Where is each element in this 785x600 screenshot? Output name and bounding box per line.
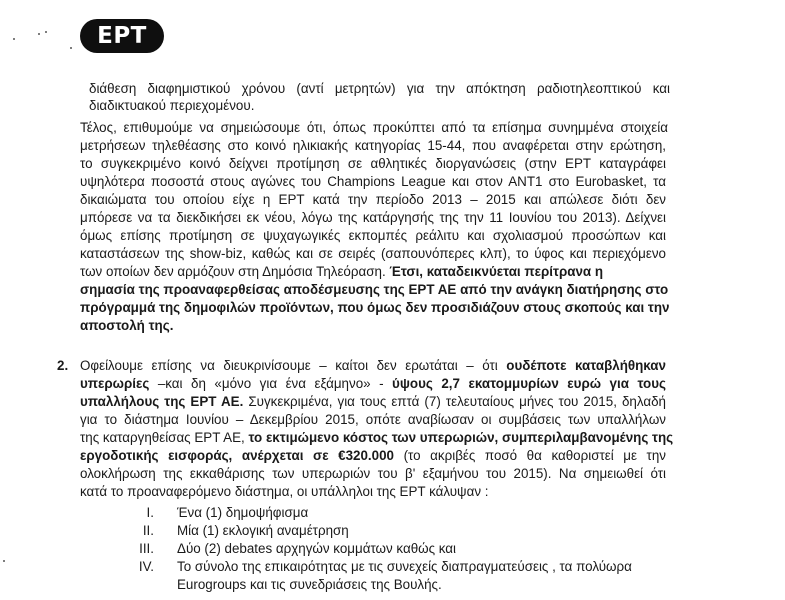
text-bold: υπερωρίες (80, 376, 150, 391)
text-line (80, 429, 674, 446)
list-item-continuation: Eurogroups και τις συνεδριάσεις της Βουλής. (177, 577, 442, 592)
logo-text: ΕΡΤ (97, 23, 147, 49)
list-marker: IV. (138, 559, 154, 574)
section-number: 2. (57, 358, 69, 373)
text-bold: το εκτιμώμενο κόστος των υπερωριών, συμπεριλαμβανομένης της (248, 430, 674, 445)
text-bold: ουδέποτε καταβλήθηκαν (506, 358, 666, 373)
list-item-text: Ένα (1) δημοψήφισμα (177, 505, 309, 520)
text-normal: Οφείλουμε επίσης να διευκρινίσουμε – καίτοι δεν ερωτάται – ότι (80, 358, 507, 373)
text-line: το συγκεκριμένο κοινό δείχνει προτίμηση σε αθλητικές διοργανώσεις (στην ΕΡΤ καταγράφει (80, 156, 666, 171)
text-line: υψηλότερα ποσοστά στους αγώνες του Champions League και στον ΑΝΤ1 στο Eurobasket, τα (80, 174, 666, 189)
text-bold: ύψους 2,7 εκατομμυρίων ευρώ για τους (392, 376, 666, 391)
text-line-bold: σημασία της προαναφερθείσας αποδέσμευσης της ΕΡΤ ΑΕ από την ανάγκη διατήρησης στο (80, 282, 669, 297)
text-line: δικαιώματα του οποίου είχε η ΕΡΤ κατά την περίοδο 2013 – 2015 και απώλεσε διότι δεν (80, 192, 666, 207)
text-bold: υπαλλήλους της ΕΡΤ ΑΕ. (80, 394, 244, 409)
text-normal: –και δη «μόνο για ένα εξάμηνο» - (149, 376, 393, 391)
text-line (80, 357, 666, 374)
text-line: ολοκλήρωση της εκκαθάρισης των υπερωριών του β' εξαμήνου του 2015). Να σημειωθεί ότι (80, 466, 666, 481)
text-line: διαδικτυακού περιεχομένου. (89, 98, 255, 113)
text-line-bold: πρόγραμμά της δημοφιλών προϊόντων, που όμως δεν προσιδιάζουν στους σκοπούς και την (80, 300, 670, 315)
text-line (80, 375, 666, 392)
text-bold: εργοδοτικής εισφοράς, ανέρχεται σε €320.000 (80, 448, 394, 463)
text-normal: (το ακριβές ποσό θα καθοριστεί με την (394, 448, 666, 463)
text-line (80, 447, 666, 464)
text-line (80, 393, 666, 410)
text-line: καταστάσεων της show-biz, καθώς και σε σειρές (σαπουνόπερες κλπ), το ύφος και περιεχόμενο (80, 246, 666, 261)
text-normal: της καταργηθείσας ΕΡΤ ΑΕ, (80, 430, 249, 445)
list-marker: III. (139, 541, 154, 556)
text-line (80, 263, 603, 280)
list-item-text: Δύο (2) debates αρχηγών κομμάτων καθώς και (177, 541, 457, 556)
text-line: διάθεση διαφημιστικού χρόνου (αντί μετρητών) για την απόκτηση ραδιοτηλεοπτικού και (89, 81, 670, 96)
list-item-text: Μία (1) εκλογική αναμέτρηση (177, 523, 349, 538)
list-marker: I. (146, 505, 154, 520)
list-item-text: Το σύνολο της επικαιρότητας με τις συνεχείς διαπραγματεύσεις , τα πολύωρα (177, 559, 632, 574)
text-line-bold: αποστολή της. (80, 318, 174, 333)
text-line: μετρήσεων τηλεθέασης στο κοινό ηλικιακής κατηγορίας 15-44, που αναφέρεται στην ερώτηση, (80, 138, 666, 153)
ert-logo (80, 19, 164, 53)
text-bold: Έτσι, καταδεικνύεται περίτρανα η (385, 264, 604, 279)
text-line: για το διάστημα Ιουνίου – Δεκεμβρίου 2015, οπότε αναβίωσαν οι συμβάσεις των υπαλλήλων (80, 412, 666, 427)
list-marker: II. (142, 523, 154, 538)
text-line: μπόρεσε να τα διεκδικήσει εκ νέου, λόγω της κατάργησής της την 11 Ιουνίου του 2013). Δείχνει (80, 210, 666, 225)
text-normal: των οποίων δεν αρμόζουν στη Δημόσια Τηλεόραση. (80, 264, 386, 279)
text-line: όμως επίσης προτίμηση σε ψυχαγωγικές εκπομπές ρεάλιτυ και σχολιασμού προσώπων και (80, 228, 666, 243)
text-line: κατά το προαναφερόμενο διάστημα, οι υπάλληλοι της ΕΡΤ κάλυψαν : (80, 484, 489, 499)
text-line: Τέλος, επιθυμούμε να σημειώσουμε ότι, όπως προκύπτει από τα επίσημα συνημμένα στοιχεία (80, 120, 668, 135)
text-normal: Συγκεκριμένα, για τους επτά (7) τελευταίους μήνες του 2015, δηλαδή (243, 394, 666, 409)
